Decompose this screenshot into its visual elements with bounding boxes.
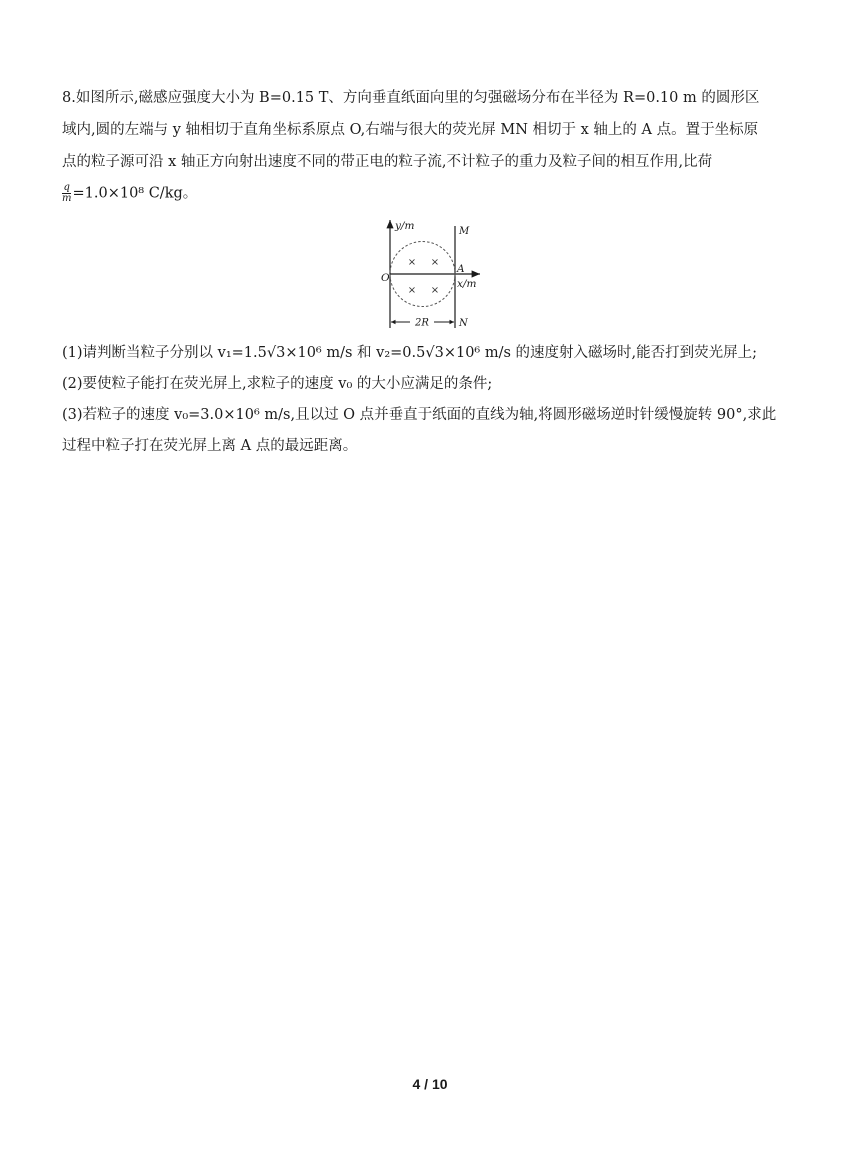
question-3-line-2: 过程中粒子打在荧光屏上离 A 点的最远距离。 [62, 438, 358, 454]
question-1: (1)请判断当粒子分别以 v₁=1.5√3×10⁶ m/s 和 v₂=0.5√3×10⁶ m/s 的速度射入磁场时,能否打到荧光屏上; [62, 345, 758, 361]
origin-label: O [381, 272, 390, 284]
problem-line-1: 8.如图所示,磁感应强度大小为 B=0.15 T、方向垂直纸面向里的匀强磁场分布在半径为 R=0.10 m 的圆形区 [62, 90, 760, 106]
page-number: 4 / 10 [412, 1076, 448, 1092]
ratio-value: =1.0×10⁸ C/kg。 [72, 185, 198, 202]
problem-line-4 [62, 183, 197, 204]
ratio-denominator: m [62, 193, 72, 204]
field-mark-3: × [407, 285, 417, 296]
point-a-label: A [457, 263, 465, 275]
field-mark-1: × [407, 257, 417, 268]
dimension-2r-label: 2R [415, 317, 429, 329]
magnetic-field-figure [372, 214, 492, 334]
problem-line-2: 域内,圆的左端与 y 轴相切于直角坐标系原点 O,右端与很大的荧光屏 MN 相切于 x 轴上的 A 点。置于坐标原 [62, 122, 759, 138]
field-mark-4: × [430, 285, 440, 296]
point-n-label: N [459, 318, 468, 329]
x-axis-label: x/m [457, 278, 477, 290]
y-axis-label: y/m [395, 220, 415, 232]
field-mark-2: × [430, 257, 440, 268]
question-2: (2)要使粒子能打在荧光屏上,求粒子的速度 v₀ 的大小应满足的条件; [62, 376, 493, 392]
question-3-line-1: (3)若粒子的速度 v₀=3.0×10⁶ m/s,且以过 O 点并垂直于纸面的直线为轴,将圆形磁场逆时针缓慢旋转 90°,求此 [62, 407, 777, 423]
ratio-numerator: q [63, 182, 70, 193]
point-m-label: M [459, 226, 470, 237]
problem-line-3: 点的粒子源可沿 x 轴正方向射出速度不同的带正电的粒子流,不计粒子的重力及粒子间的相互作用,比荷 [62, 154, 713, 170]
charge-mass-ratio [62, 183, 71, 204]
